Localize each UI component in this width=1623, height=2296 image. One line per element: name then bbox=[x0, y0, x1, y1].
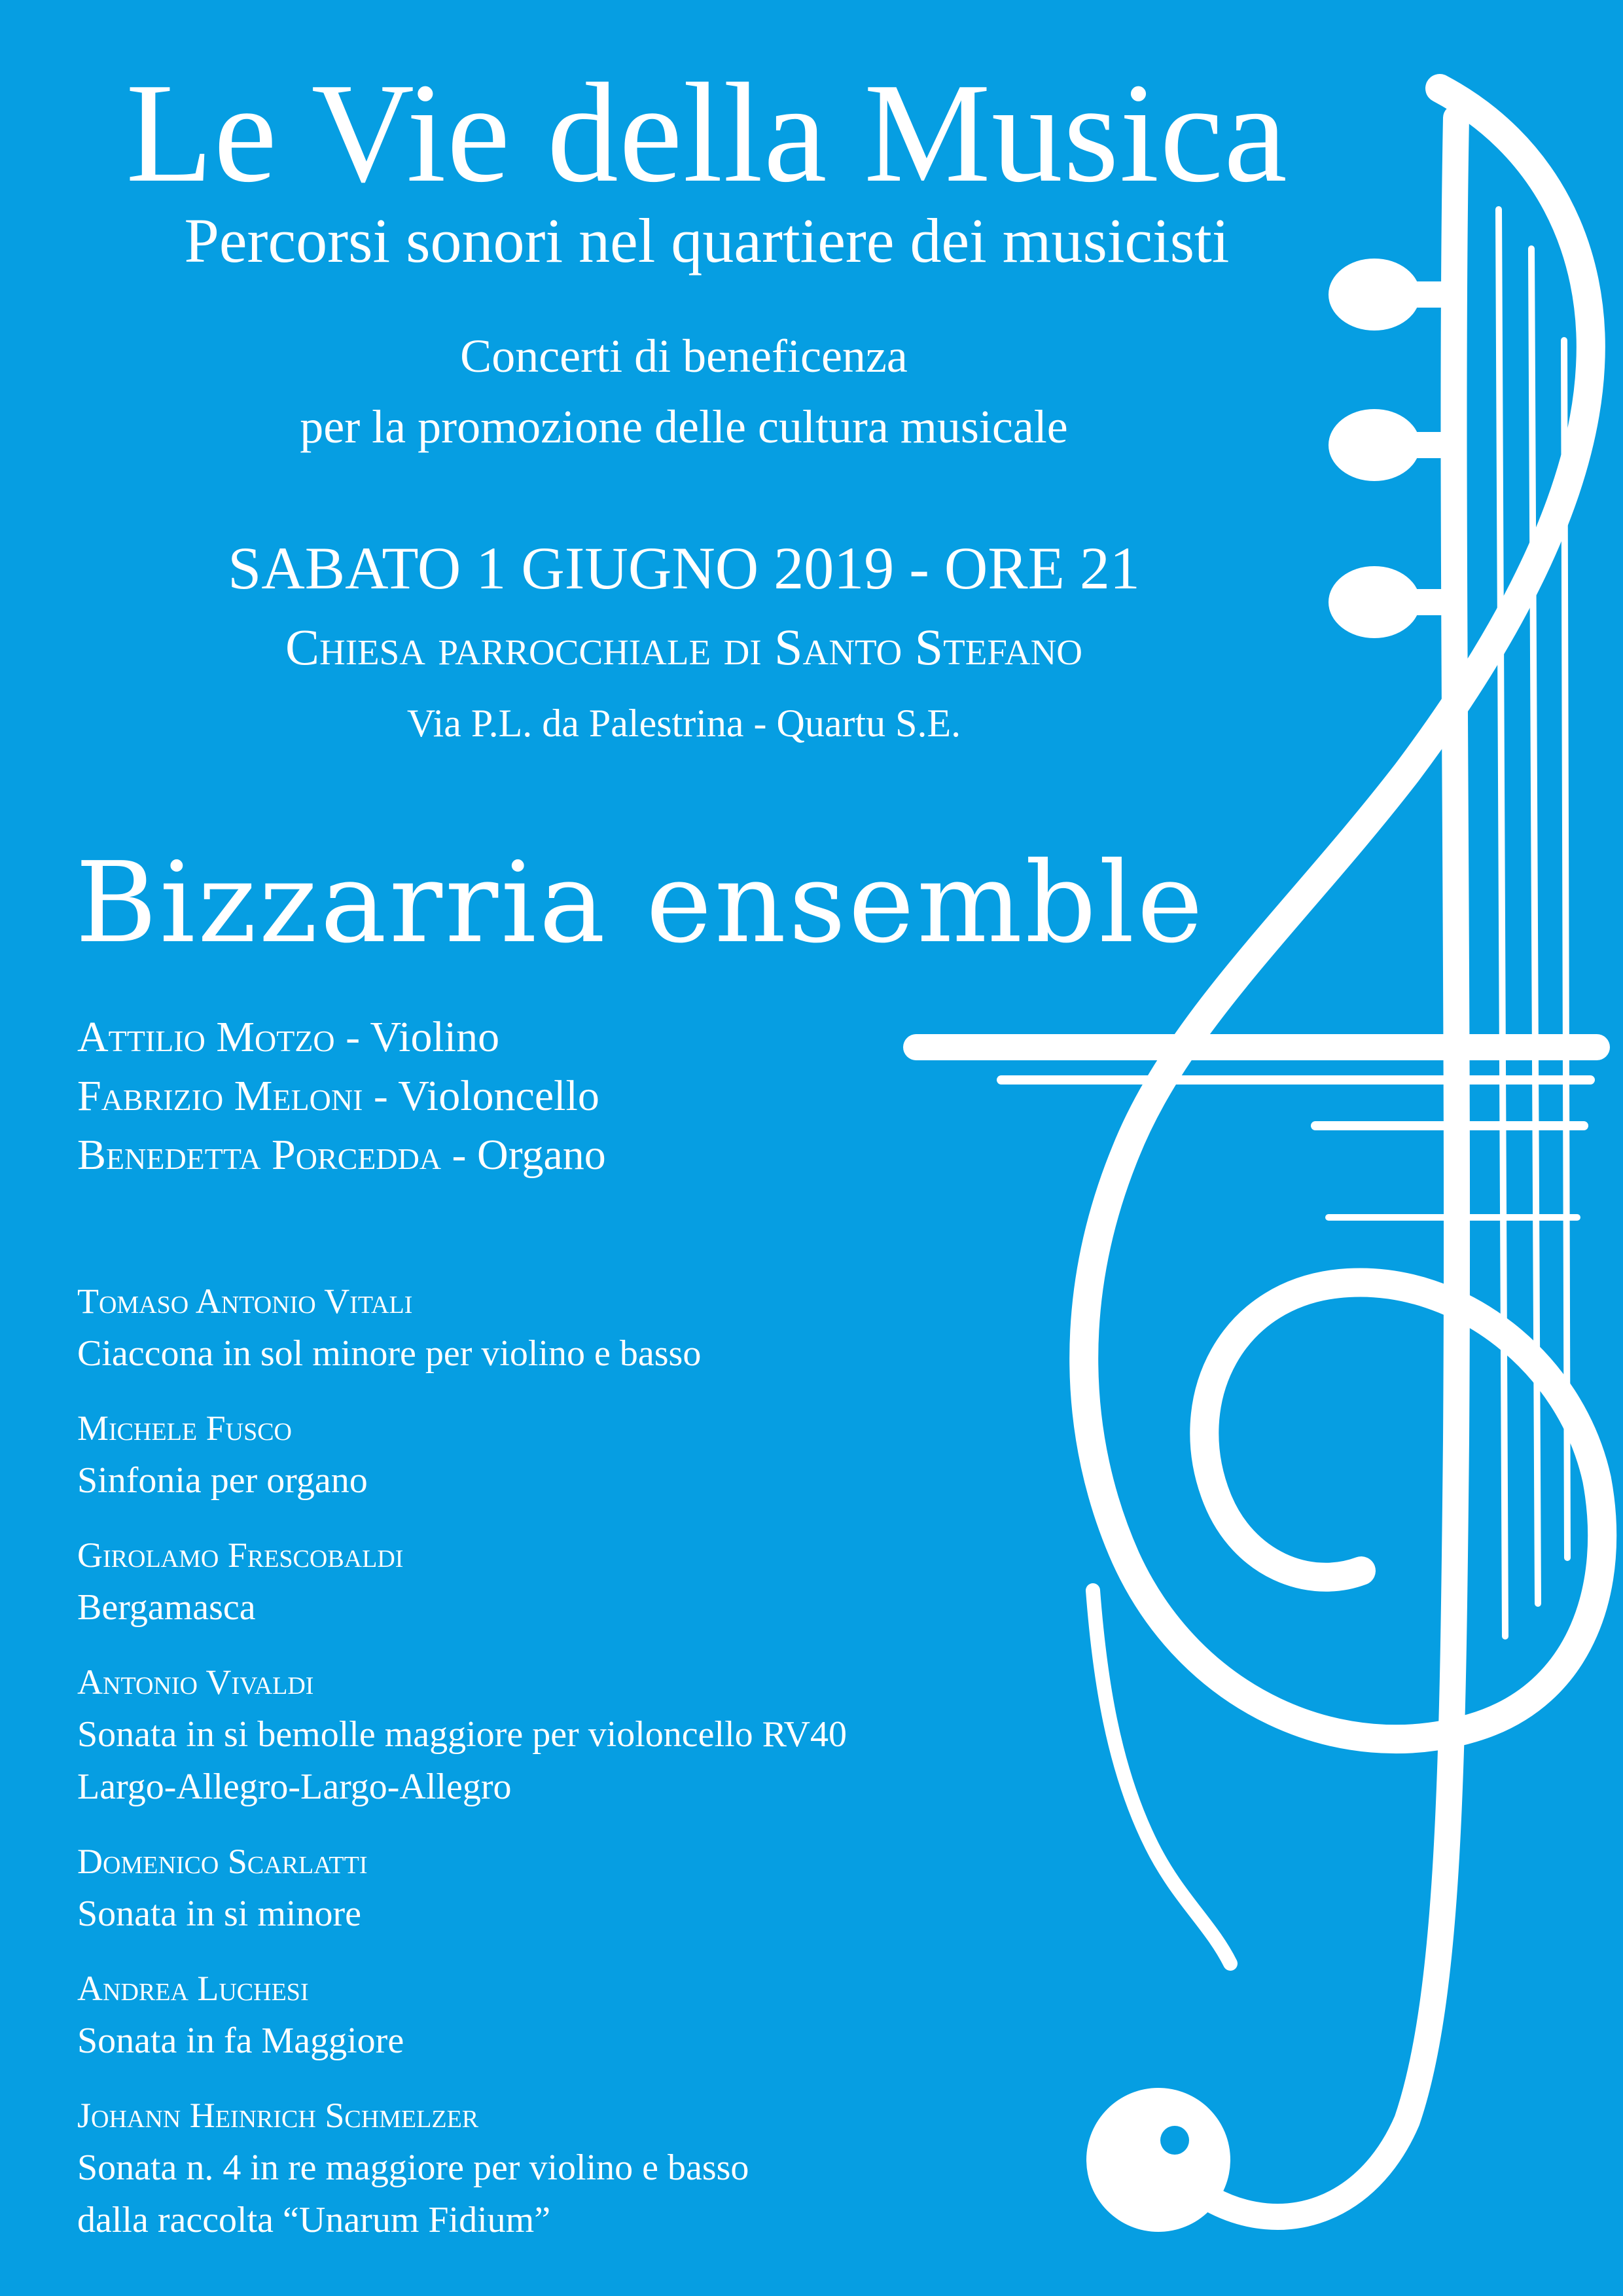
work-title: Sonata in fa Maggiore bbox=[77, 2020, 404, 2061]
program-item bbox=[77, 1656, 847, 1813]
composer-name: Johann Heinrich Schmelzer bbox=[77, 2096, 479, 2135]
program-item bbox=[77, 2089, 847, 2246]
performer-separator: - bbox=[441, 1131, 478, 1179]
purpose-line-2: per la promozione delle cultura musicale bbox=[300, 401, 1068, 453]
program-item bbox=[77, 1402, 847, 1507]
performer-separator: - bbox=[334, 1013, 370, 1061]
work-title: Sonata n. 4 in re maggiore per violino e basso bbox=[77, 2147, 749, 2188]
performer-instrument: Violoncello bbox=[398, 1072, 599, 1120]
performer-list bbox=[77, 1008, 606, 1185]
poster-subtitle: Percorsi sonori nel quartiere dei musicisti bbox=[184, 206, 1230, 276]
event-date-time: SABATO 1 GIUGNO 2019 - ORE 21 bbox=[228, 535, 1140, 601]
purpose-line-1: Concerti di beneficenza bbox=[460, 330, 908, 382]
composer-name: Tomaso Antonio Vitali bbox=[77, 1282, 413, 1321]
performer-name: Benedetta Porcedda bbox=[77, 1131, 442, 1179]
composer-name: Antonio Vivaldi bbox=[77, 1662, 314, 1702]
program-item bbox=[77, 1962, 847, 2067]
work-title: Sonata in si bemolle maggiore per violoncello RV40 bbox=[77, 1714, 847, 1755]
performer-row bbox=[77, 1067, 606, 1126]
work-movements: Largo-Allegro-Largo-Allegro bbox=[77, 1767, 512, 1807]
work-title: Ciaccona in sol minore per violino e basso bbox=[77, 1333, 702, 1374]
composer-name: Domenico Scarlatti bbox=[77, 1842, 368, 1881]
event-purpose bbox=[0, 321, 1368, 462]
performer-name: Attilio Motzo bbox=[77, 1013, 335, 1061]
ensemble-name: Bizzarria ensemble bbox=[75, 838, 1206, 968]
program-item bbox=[77, 1529, 847, 1634]
program-item bbox=[77, 1275, 847, 1380]
work-source: dalla raccolta “Unarum Fidium” bbox=[77, 2200, 551, 2240]
poster-title: Le Vie della Musica bbox=[126, 54, 1288, 212]
program-item bbox=[77, 1835, 847, 1940]
performer-instrument: Violino bbox=[370, 1013, 500, 1061]
event-venue: Chiesa parrocchiale di Santo Stefano bbox=[285, 619, 1083, 675]
composer-name: Girolamo Frescobaldi bbox=[77, 1535, 404, 1575]
composer-name: Michele Fusco bbox=[77, 1408, 292, 1448]
performer-row bbox=[77, 1126, 606, 1185]
work-title: Sinfonia per organo bbox=[77, 1460, 368, 1501]
composer-name: Andrea Luchesi bbox=[77, 1969, 309, 2008]
work-title: Sonata in si minore bbox=[77, 1893, 361, 1934]
concert-program bbox=[77, 1275, 847, 2269]
event-address: Via P.L. da Palestrina - Quartu S.E. bbox=[406, 702, 961, 745]
performer-separator: - bbox=[363, 1072, 399, 1120]
work-title: Bergamasca bbox=[77, 1587, 256, 1628]
performer-row bbox=[77, 1008, 606, 1067]
performer-name: Fabrizio Meloni bbox=[77, 1072, 363, 1120]
performer-instrument: Organo bbox=[477, 1131, 606, 1179]
